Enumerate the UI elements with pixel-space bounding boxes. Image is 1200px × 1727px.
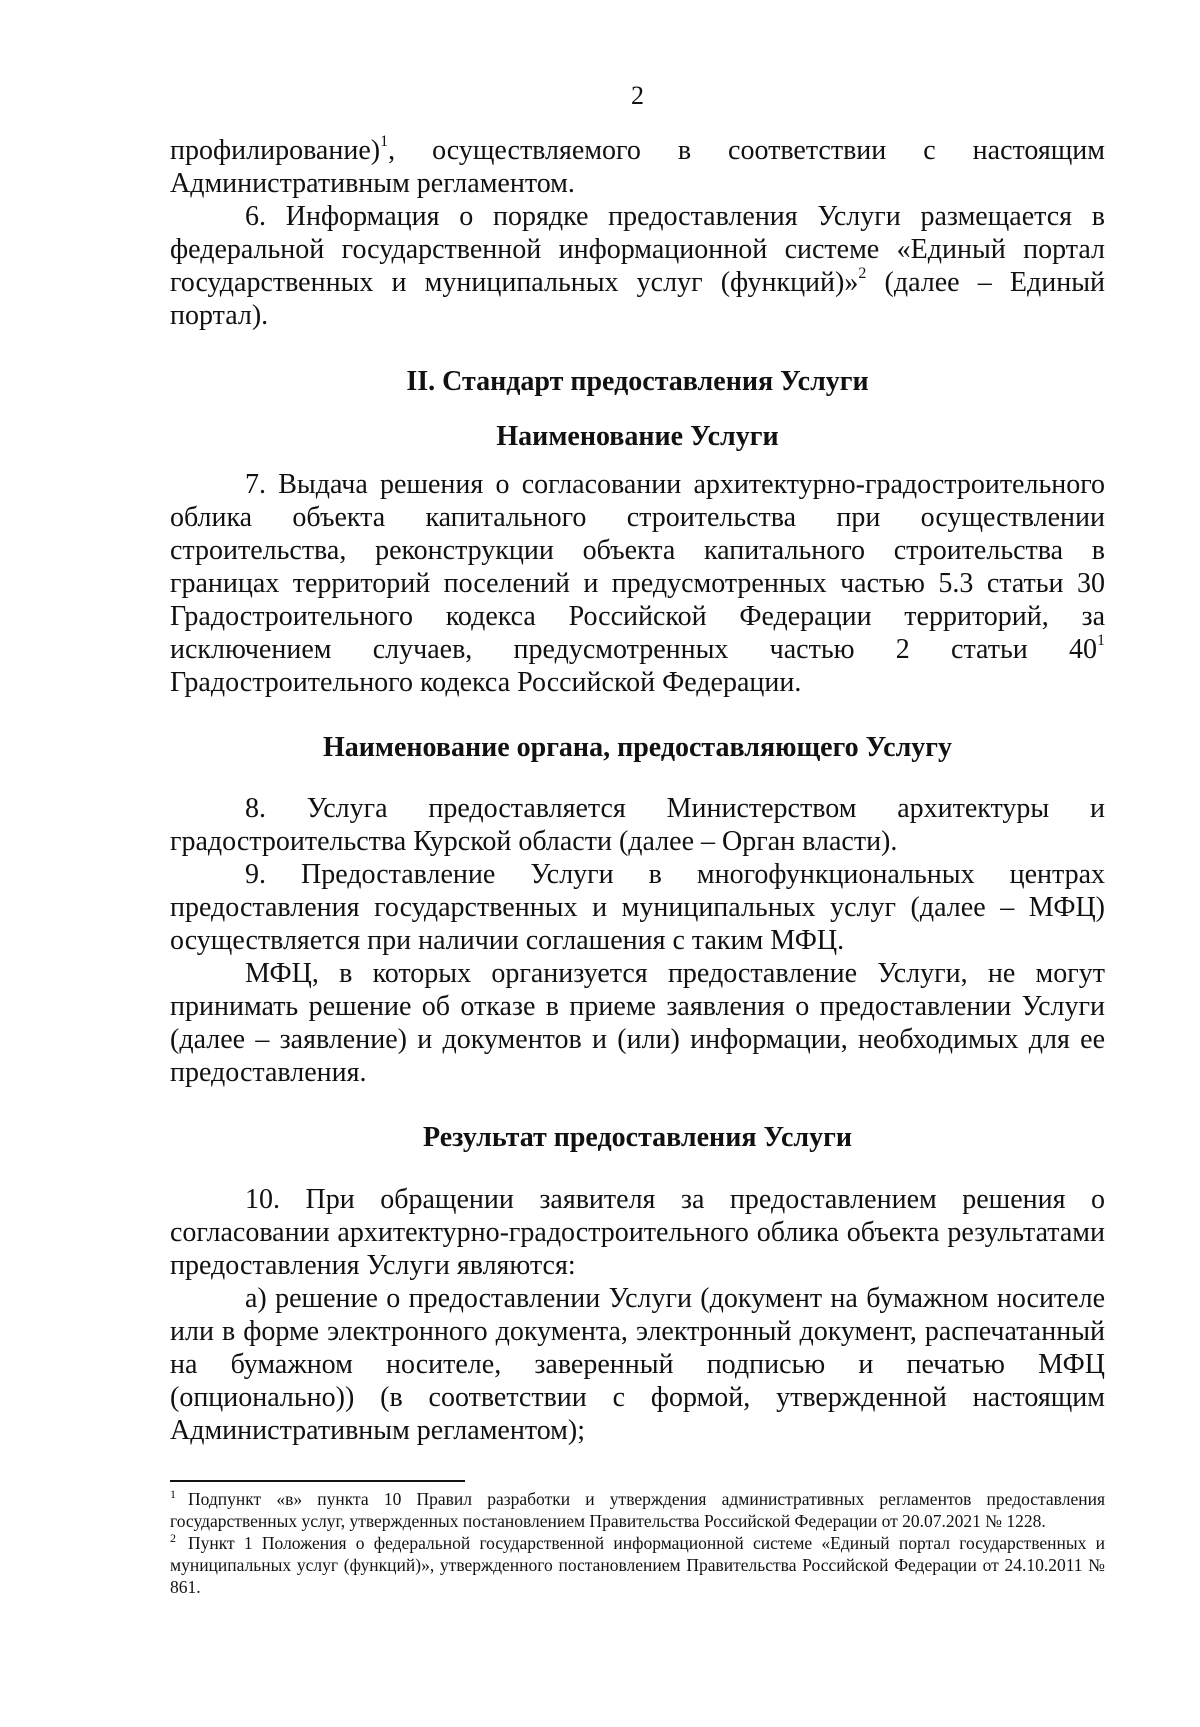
document-body xyxy=(170,134,1105,1447)
paragraph-7 xyxy=(170,468,1105,699)
paragraph-continuation xyxy=(170,134,1105,200)
footnote-2 xyxy=(170,1532,1105,1598)
footnote-1 xyxy=(170,1488,1105,1532)
paragraph-9: 9. Предоставление Услуги в многофункциональных центрах предоставления государственных и муниципальных услуг (далее – МФЦ) осуществляется при наличии соглашения с таким МФЦ. xyxy=(170,859,1105,956)
text: 6. Информация о порядке предоставления Услуги размещается в федеральной государственной информационной системе «Единый портал государственных и муниципальных услуг (функций)» xyxy=(170,201,1105,298)
text: Градостроительного кодекса Российской Федерации. xyxy=(170,667,802,698)
paragraph-6 xyxy=(170,200,1105,332)
page-number: 2 xyxy=(631,81,644,110)
footnote-divider xyxy=(170,1480,465,1482)
footnote-text: Подпункт «в» пункта 10 Правил разработки и утверждения административных регламентов предоставления государственных услуг, утвержденных постановлением Правительства Российской Федерации от 20.07.2021 № 1228. xyxy=(170,1489,1105,1531)
paragraph-9-mfc: МФЦ, в которых организуется предоставление Услуги, не могут принимать решение об отказе в приеме заявления о предоставлении Услуги (далее – заявление) и документов и (или) информации, необходимых для ее предоставления. xyxy=(170,958,1105,1088)
section-heading: II. Стандарт предоставления Услуги xyxy=(406,366,869,397)
paragraph-10: 10. При обращении заявителя за предоставлением решения о согласовании архитектурно-градостроительного облика объекта результатами предоставления Услуги являются: xyxy=(170,1184,1105,1281)
footnote-ref: 2 xyxy=(858,265,867,282)
footnote-mark: 1 xyxy=(170,1487,176,1501)
paragraph-8: 8. Услуга предоставляется Министерством архитектуры и градостроительства Курской области (далее – Орган власти). xyxy=(170,793,1105,857)
subheading-organ: Наименование органа, предоставляющего Услугу xyxy=(322,732,952,763)
text: , осуществляемого в соответствии с настоящим Административным регламентом. xyxy=(170,135,1105,199)
text: (далее – Единый портал). xyxy=(170,267,1106,331)
footnotes xyxy=(170,1488,1105,1598)
footnote-text: Пункт 1 Положения о федеральной государственной информационной системе «Единый портал государственных и муниципальных услуг (функций)», утвержденного постановлением Правительства Российской Федерации от 24.10.2011 № 861. xyxy=(170,1533,1105,1597)
text: 7. Выдача решения о согласовании архитектурно-градостроительного облика объекта капитального строительства при осуществлении строительства, реконструкции объекта капитального строительства в границах территорий поселений и предусмотренных частью 5.3 статьи 30 Градостроительного кодекса Российской Федерации территорий, за исключением случаев, предусмотренных частью 2 статьи 40 xyxy=(170,469,1105,665)
subheading-service-name: Наименование Услуги xyxy=(496,421,779,452)
paragraph-10-a: а) решение о предоставлении Услуги (документ на бумажном носителе или в форме электронного документа, электронный документ, распечатанный на бумажном носителе, заверенный подписью и печатью МФЦ (опционально)) (в соответствии с формой, утвержденной настоящим Административным регламентом); xyxy=(170,1283,1105,1446)
superscript: 1 xyxy=(1097,632,1105,649)
subheading-result: Результат предоставления Услуги xyxy=(423,1122,852,1153)
text: профилирование) xyxy=(170,135,381,166)
footnote-ref: 1 xyxy=(380,133,389,150)
footnote-mark: 2 xyxy=(170,1531,176,1545)
